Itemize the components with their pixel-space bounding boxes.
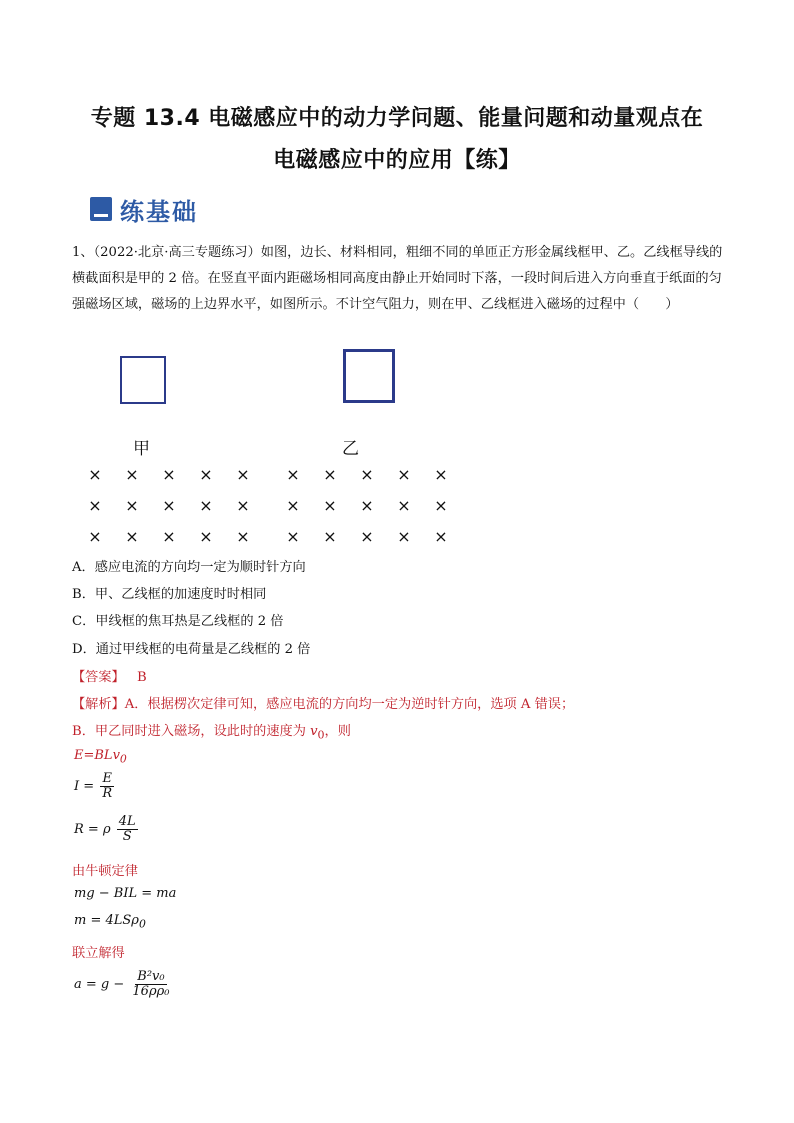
newton-label: 由牛顿定律 xyxy=(72,864,138,879)
eq-r-num: 4L xyxy=(118,814,136,829)
option-b: B．甲、乙线框的加速度时时相同 xyxy=(72,587,267,602)
field-cross: × xyxy=(125,527,139,546)
field-cross: × xyxy=(88,527,102,546)
eq-r-lhs: R = ρ xyxy=(74,822,111,837)
field-cross: × xyxy=(323,496,337,515)
field-cross: × xyxy=(434,465,448,484)
field-cross: × xyxy=(397,465,411,484)
field-cross: × xyxy=(434,496,448,515)
page-title xyxy=(40,98,754,182)
eq-a-frac xyxy=(130,970,171,999)
analysis-text-2: B．甲乙同时进入磁场，设此时的速度为 xyxy=(72,724,311,739)
eq-i-frac xyxy=(100,772,114,801)
field-cross: × xyxy=(88,496,102,515)
field-cross: × xyxy=(360,465,374,484)
equation-e xyxy=(74,748,127,766)
eq-a-den: 16ρρ₀ xyxy=(132,984,170,999)
equation-i xyxy=(74,772,116,801)
field-cross: × xyxy=(286,465,300,484)
field-cross: × xyxy=(236,496,250,515)
frame-b xyxy=(343,349,395,403)
analysis-line-2 xyxy=(72,720,351,742)
field-cross: × xyxy=(360,496,374,515)
title-line-2: 电磁感应中的应用【练】 xyxy=(273,148,521,173)
field-cross: × xyxy=(162,465,176,484)
eq-m-text: m = 4LSρ xyxy=(74,913,139,928)
combine-label: 联立解得 xyxy=(72,946,125,961)
frame-a-label: 甲 xyxy=(133,439,150,459)
velocity-sub: 0 xyxy=(317,728,325,742)
option-a: A．感应电流的方向均一定为顺时针方向 xyxy=(72,560,306,575)
analysis-line-1 xyxy=(72,693,574,712)
field-cross: × xyxy=(323,527,337,546)
eq-r-den: S xyxy=(122,829,132,844)
equation-m xyxy=(74,913,146,931)
answer-value: B xyxy=(136,670,147,685)
field-cross: × xyxy=(323,465,337,484)
eq-e-sub: 0 xyxy=(119,752,127,766)
eq-i-lhs: I = xyxy=(74,779,95,794)
book-icon xyxy=(90,197,112,221)
field-cross: × xyxy=(236,465,250,484)
question-text: 1、（2022·北京·高三专题练习）如图，边长、材料相同，粗细不同的单匝正方形金属线框甲、乙。乙线框导线的横截面积是甲的 2 倍。在竖直平面内距磁场相同高度由静止开始同时下落，一段时间后进入方向垂直于纸面的匀强磁场区域，磁场的上边界水平，如图所示。不计空气阻力，则在甲、乙线框进入磁场的过程中（ ） xyxy=(72,245,723,312)
answer-label: 【答案】 xyxy=(72,670,125,685)
field-cross: × xyxy=(434,527,448,546)
equation-mg: mg − BIL = ma xyxy=(74,886,177,901)
eq-e-text: E=BLv xyxy=(74,748,120,763)
eq-i-den: R xyxy=(102,786,113,801)
title-line-1: 专题 13.4 电磁感应中的动力学问题、能量问题和动量观点在 xyxy=(90,106,704,131)
eq-i-num: E xyxy=(102,771,112,786)
eq-a-lhs: a = g − xyxy=(74,977,125,992)
field-cross: × xyxy=(236,527,250,546)
eq-m-sub: 0 xyxy=(138,917,146,931)
option-d: D．通过甲线框的电荷量是乙线框的 2 倍 xyxy=(72,642,311,657)
section-label: 练基础 xyxy=(120,197,198,226)
equation-r xyxy=(74,815,140,844)
analysis-text-1: A．根据楞次定律可知，感应电流的方向均一定为逆时针方向，选项 A 错误； xyxy=(124,697,575,712)
field-cross: × xyxy=(199,465,213,484)
field-cross: × xyxy=(199,496,213,515)
field-cross: × xyxy=(125,465,139,484)
field-cross: × xyxy=(286,496,300,515)
field-cross: × xyxy=(397,527,411,546)
analysis-text-2b: ，则 xyxy=(324,724,351,739)
velocity-var: v xyxy=(310,724,318,739)
eq-r-frac xyxy=(117,815,138,844)
equation-a xyxy=(74,970,173,999)
answer-line xyxy=(72,666,147,685)
frame-b-label: 乙 xyxy=(342,439,359,459)
field-cross: × xyxy=(125,496,139,515)
field-cross: × xyxy=(286,527,300,546)
field-cross: × xyxy=(88,465,102,484)
field-cross: × xyxy=(397,496,411,515)
field-cross: × xyxy=(162,496,176,515)
field-cross: × xyxy=(360,527,374,546)
frame-a xyxy=(120,356,166,404)
field-cross: × xyxy=(199,527,213,546)
option-c: C．甲线框的焦耳热是乙线框的 2 倍 xyxy=(72,614,284,629)
field-cross: × xyxy=(162,527,176,546)
eq-a-num: B²v₀ xyxy=(137,969,165,984)
section-header xyxy=(90,193,198,225)
analysis-label: 【解析】 xyxy=(72,697,125,712)
